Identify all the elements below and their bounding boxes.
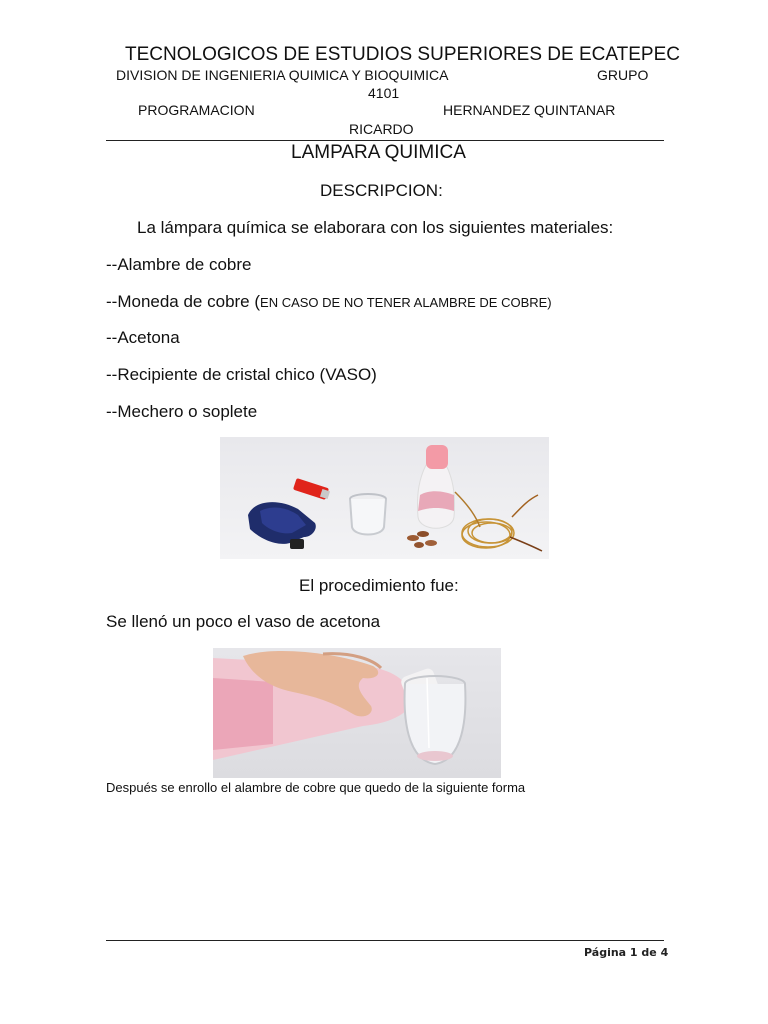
material-item: --Mechero o soplete	[106, 402, 258, 421]
material-item: --Recipiente de cristal chico (VASO)	[106, 365, 377, 384]
material-item: --Alambre de cobre	[106, 255, 252, 274]
glass-shape	[350, 494, 386, 535]
pouring-acetone-photo	[213, 648, 501, 778]
institution-heading: TECNOLOGICOS DE ESTUDIOS SUPERIORES DE ECATEPEC	[125, 44, 680, 65]
author-name: RICARDO	[349, 121, 414, 137]
footer-divider	[106, 940, 664, 941]
division-line: DIVISION DE INGENIERIA QUIMICA Y BIOQUIMICA	[116, 67, 449, 83]
group-number: 4101	[368, 85, 400, 101]
procedure-step: Después se enrollo el alambre de cobre que quedo de la siguiente forma	[106, 780, 526, 795]
subject-name: PROGRAMACION	[138, 102, 255, 118]
intro-paragraph: La lámpara química se elaborara con los siguientes materiales:	[137, 218, 614, 237]
page-number: Página 1 de 4	[584, 946, 669, 959]
procedure-heading: El procedimiento fue:	[299, 576, 459, 595]
author-surname: HERNANDEZ QUINTANAR	[443, 102, 616, 118]
material-item: --Acetona	[106, 328, 180, 347]
header-divider	[106, 140, 664, 141]
material-item-note: EN CASO DE NO TENER ALAMBRE DE COBRE)	[260, 295, 552, 310]
material-item-label: --Moneda de cobre (	[106, 292, 261, 311]
procedure-step: Se llenó un poco el vaso de acetona	[106, 612, 381, 631]
group-label: GRUPO	[597, 67, 649, 83]
materials-photo	[220, 437, 549, 559]
document-title: LAMPARA QUIMICA	[291, 142, 466, 163]
material-item	[106, 292, 552, 312]
section-heading: DESCRIPCION:	[320, 181, 443, 200]
